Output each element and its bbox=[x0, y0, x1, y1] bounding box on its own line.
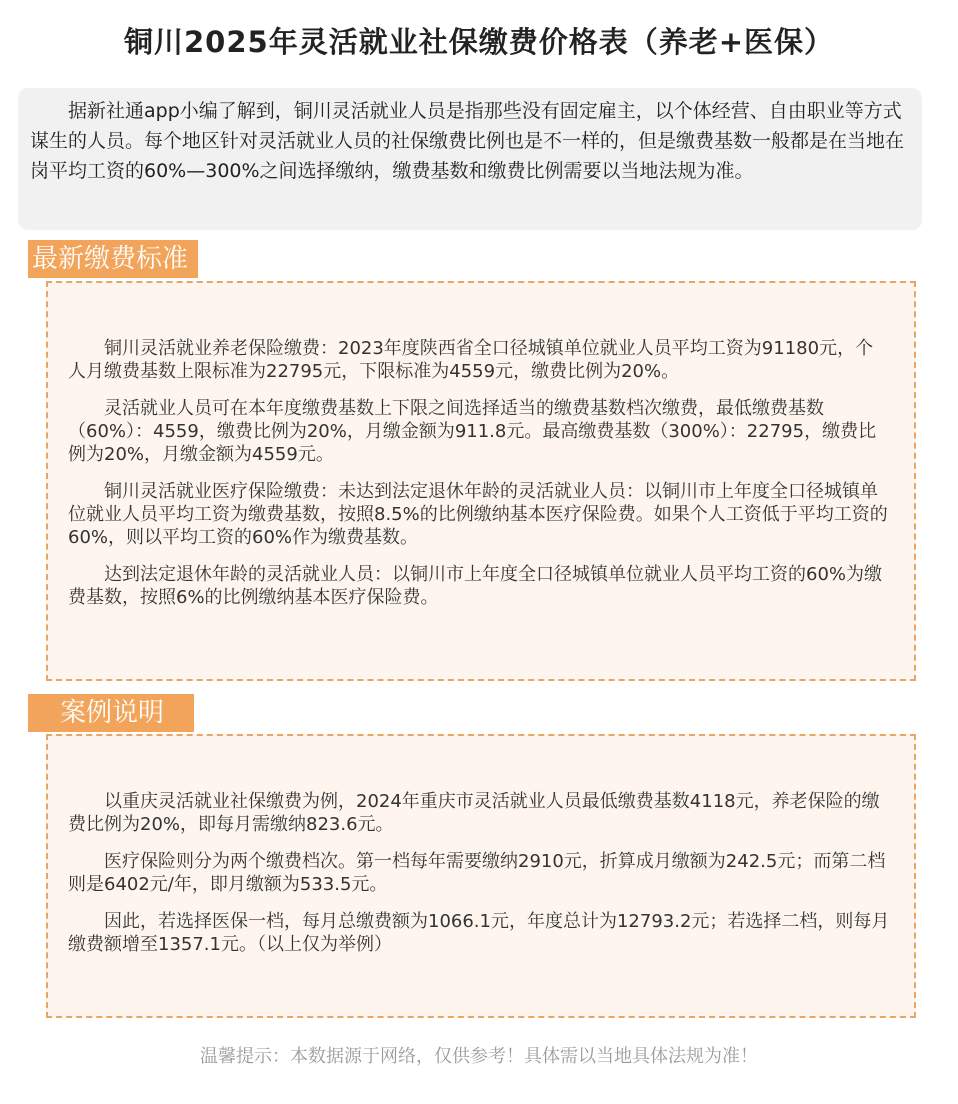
section-label-standard: 最新缴费标准 bbox=[28, 240, 198, 278]
standard-paragraph: 灵活就业人员可在本年度缴费基数上下限之间选择适当的缴费基数档次缴费，最低缴费基数（60%）：4559，缴费比例为20%，月缴金额为911.8元。最高缴费基数（300%）：22795，缴费比例为20%，月缴金额为4559元。 bbox=[68, 398, 877, 465]
standard-paragraph: 铜川灵活就业医疗保险缴费：未达到法定退休年龄的灵活就业人员：以铜川市上年度全口径城镇单位就业人员平均工资为缴费基数，按照8.5%的比例缴纳基本医疗保险费。如果个人工资低于平均工资的60%，则以平均工资的60%作为缴费基数。 bbox=[68, 481, 888, 548]
example-box bbox=[46, 734, 916, 1018]
section-label-example: 案例说明 bbox=[28, 694, 194, 732]
footer-tip: 温馨提示：本数据源于网络，仅供参考！具体需以当地具体法规为准！ bbox=[200, 1046, 758, 1067]
standard-box bbox=[46, 281, 916, 681]
standard-paragraph: 铜川灵活就业养老保险缴费：2023年度陕西省全口径城镇单位就业人员平均工资为91180元，个人月缴费基数上限标准为22795元，下限标准为4559元，缴费比例为20%。 bbox=[68, 338, 874, 382]
example-paragraph: 因此，若选择医保一档，每月总缴费额为1066.1元，年度总计为12793.2元；若选择二档，则每月缴费额增至1357.1元。（以上仅为举例） bbox=[68, 911, 890, 955]
intro-text: 据新社通app小编了解到，铜川灵活就业人员是指那些没有固定雇主，以个体经营、自由职业等方式谋生的人员。每个地区针对灵活就业人员的社保缴费比例也是不一样的，但是缴费基数一般都是在当地在岗平均工资的60%—300%之间选择缴纳，缴费基数和缴费比例需要以当地法规为准。 bbox=[30, 100, 905, 182]
intro-panel bbox=[18, 88, 922, 230]
example-paragraph: 以重庆灵活就业社保缴费为例，2024年重庆市灵活就业人员最低缴费基数4118元，养老保险的缴费比例为20%，即每月需缴纳823.6元。 bbox=[68, 791, 880, 835]
page-title: 铜川2025年灵活就业社保缴费价格表（养老+医保） bbox=[123, 25, 834, 59]
example-paragraph: 医疗保险则分为两个缴费档次。第一档每年需要缴纳2910元，折算成月缴额为242.5元；而第二档则是6402元/年，即月缴额为533.5元。 bbox=[68, 851, 886, 895]
standard-paragraph: 达到法定退休年龄的灵活就业人员：以铜川市上年度全口径城镇单位就业人员平均工资的60%为缴费基数，按照6%的比例缴纳基本医疗保险费。 bbox=[68, 564, 883, 608]
